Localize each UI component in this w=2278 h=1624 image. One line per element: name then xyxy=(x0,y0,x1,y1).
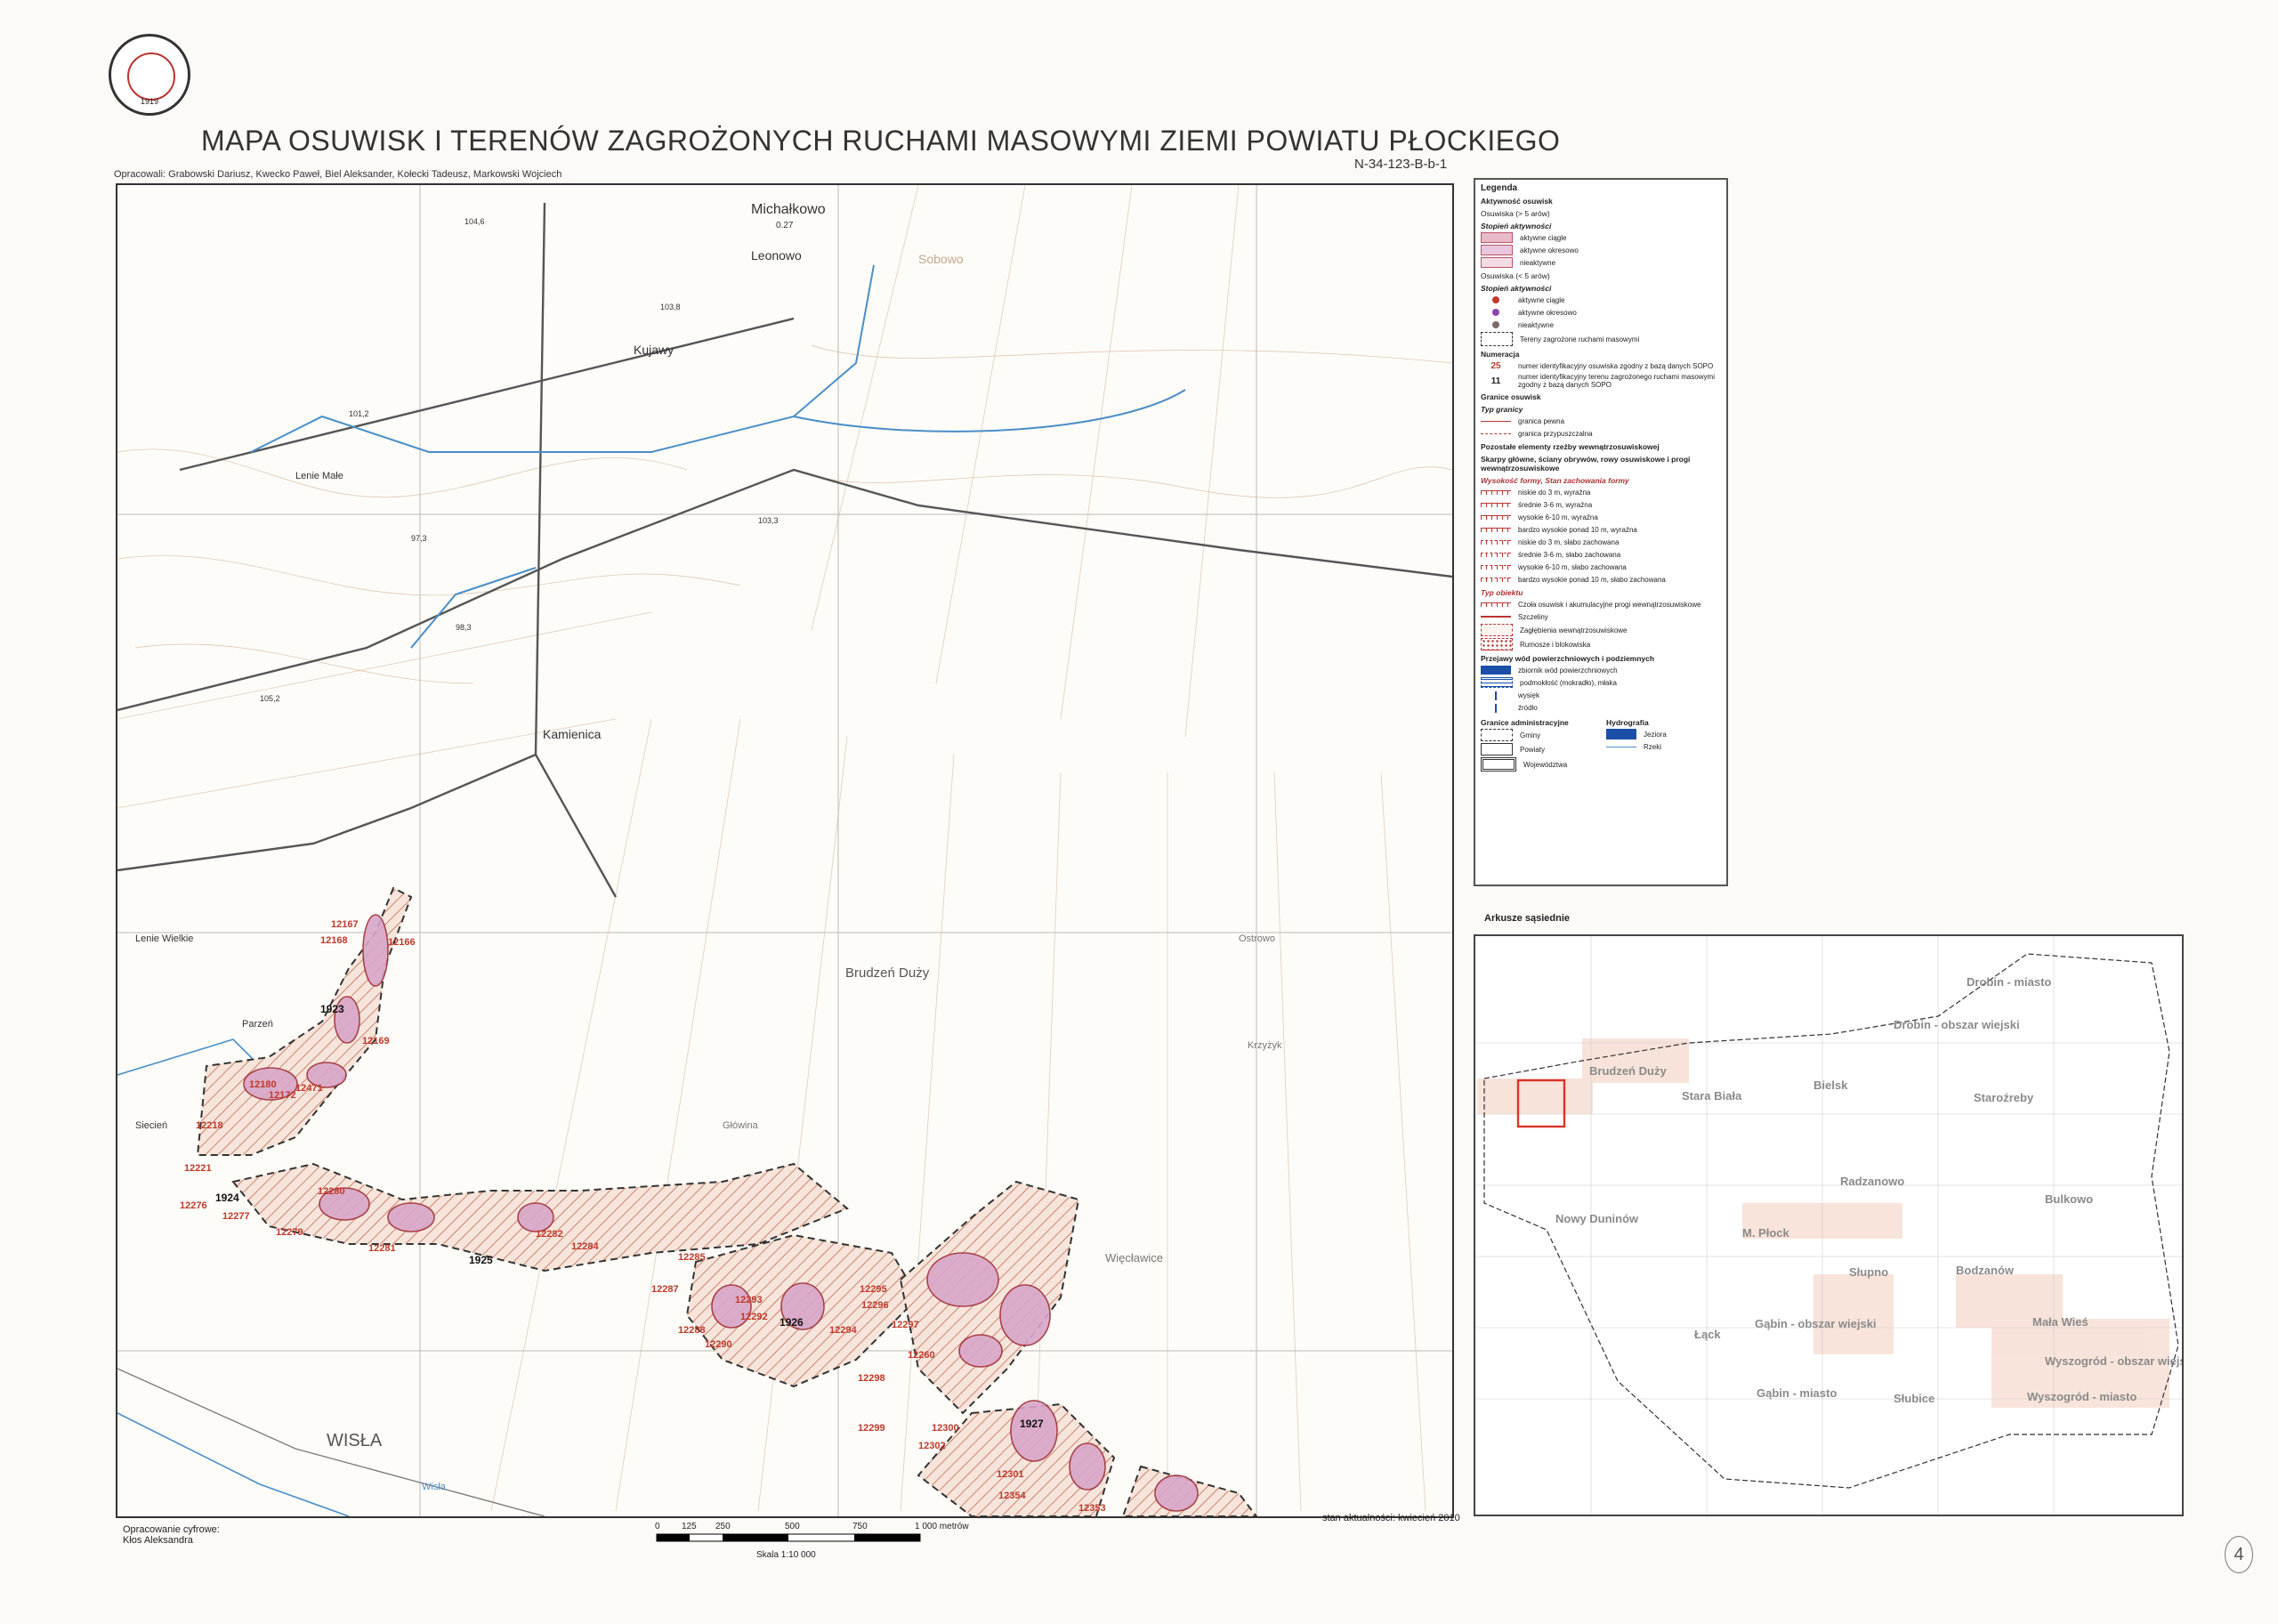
legend-hydro-item-label: Rzeki xyxy=(1644,742,1662,751)
elevation-label: 103,3 xyxy=(758,516,779,525)
legend-scarp-item xyxy=(1481,499,1721,510)
legend-scarp-item-label: bardzo wysokie ponad 10 m, słabo zachowana xyxy=(1518,575,1666,584)
legend-hydro-item xyxy=(1606,741,1721,752)
legend-water-item xyxy=(1481,690,1721,700)
landslide-id: 12285 xyxy=(678,1252,706,1263)
legend-scarp-item-label: wysokie 6-10 m, słabo zachowana xyxy=(1518,562,1627,571)
legend-admin-hydro xyxy=(1475,715,1726,773)
legend-hydro-items xyxy=(1601,729,1726,752)
landslide-id: 12295 xyxy=(860,1284,887,1295)
main-map[interactable] xyxy=(116,183,1454,1518)
scale-bar xyxy=(655,1520,993,1564)
legend-water-item-label: podmokłość (mokradło), młaka xyxy=(1520,678,1617,687)
number-sample: 11 xyxy=(1490,376,1501,386)
landslide-id: 12302 xyxy=(918,1441,946,1451)
landslide-id: 12172 xyxy=(269,1090,296,1101)
legend-admin-item-label: Gminy xyxy=(1520,731,1541,739)
gmina-label: Radzanowo xyxy=(1840,1175,1905,1188)
scarp-symbol-icon xyxy=(1481,565,1511,570)
legend-scarp-item-label: niskie do 3 m, wyraźna xyxy=(1518,488,1591,497)
landslide-id: 12290 xyxy=(705,1339,732,1350)
gmina-label: Łąck xyxy=(1694,1328,1721,1341)
gmina-label: Bielsk xyxy=(1814,1079,1848,1092)
legend-section-water: Przejawy wód powierzchniowych i podziemnych xyxy=(1481,654,1655,663)
streams xyxy=(251,265,1185,648)
label-lenie-male: Lenie Małe xyxy=(295,471,343,481)
legend-scarp-item-label: bardzo wysokie ponad 10 m, wyraźna xyxy=(1518,525,1637,534)
legend-scarp-item-label: wysokie 6-10 m, wyraźna xyxy=(1518,513,1598,521)
landslide-id: 12288 xyxy=(678,1325,706,1336)
object-symbol-icon xyxy=(1481,638,1513,650)
map-canvas xyxy=(117,185,1452,1516)
legend-object-item xyxy=(1481,638,1721,650)
legend-large-item xyxy=(1481,232,1721,243)
boundary-swatch-icon xyxy=(1481,743,1513,755)
scale-bar-graphic xyxy=(655,1520,993,1564)
legend-water-item-label: wysięk xyxy=(1518,691,1540,699)
gmina-label: Słupno xyxy=(1849,1265,1889,1279)
map-title: MAPA OSUWISK I TERENÓW ZAGROŻONYCH RUCHAMI MASOWYMI ZIEMI POWIATU PŁOCKIEGO xyxy=(201,125,1561,157)
legend-large-item xyxy=(1481,245,1721,255)
legend-boundary-item-label: granica przypuszczalna xyxy=(1518,429,1593,438)
legend-large-item-label: aktywne ciągle xyxy=(1520,233,1567,242)
scarp-symbol-icon xyxy=(1481,515,1511,520)
legend-object-type: Typ obiektu xyxy=(1481,588,1523,597)
legend-height-title: Wysokość formy, Stan zachowania formy xyxy=(1481,476,1629,485)
legend-small-item xyxy=(1481,319,1721,330)
zone-id: 1926 xyxy=(780,1316,804,1329)
legend-degree-label: Stopień aktywności xyxy=(1481,222,1552,230)
adjacent-map-canvas xyxy=(1475,936,2182,1515)
label-parzen: Parzeń xyxy=(242,1019,273,1030)
scarp-symbol-icon xyxy=(1481,528,1511,532)
scale-tick: 1 000 metrów xyxy=(915,1522,969,1531)
legend-scarp-item xyxy=(1481,487,1721,497)
legend-scarp-item xyxy=(1481,562,1721,572)
landslide-swatch-icon xyxy=(1481,257,1513,268)
credits xyxy=(123,1524,220,1546)
landslide-id: 12276 xyxy=(180,1200,207,1211)
legend-boundary-items xyxy=(1475,416,1726,439)
landslide-id: 12287 xyxy=(651,1284,679,1295)
gmina-label: Wyszogród - obszar wiejski xyxy=(2045,1354,2182,1368)
label-wisla-small: Wisła xyxy=(422,1482,446,1492)
landslide-id: 12284 xyxy=(571,1241,599,1252)
label-michalkowo: Michałkowo xyxy=(751,202,826,217)
water-symbol-icon xyxy=(1481,690,1511,700)
elevation-label: 98,3 xyxy=(456,623,472,632)
legend-section-activity: Aktywność osuwisk xyxy=(1481,197,1553,206)
label-glowina: Główina xyxy=(723,1120,758,1131)
landslide-id: 12281 xyxy=(368,1243,396,1254)
legend-object-item xyxy=(1481,624,1721,636)
roads xyxy=(117,203,1452,897)
landslide-id: 12166 xyxy=(388,937,416,948)
dot-icon xyxy=(1492,309,1499,316)
adjacent-sheets-map[interactable] xyxy=(1474,934,2184,1516)
water-symbol-icon xyxy=(1481,702,1511,713)
corner-handwritten-mark: 4 xyxy=(2225,1536,2253,1573)
gmina-label: Nowy Duninów xyxy=(1555,1212,1639,1225)
boundary-swatch-icon xyxy=(1481,757,1516,772)
legend-small-label: Osuwiska (< 5 arów) xyxy=(1481,271,1550,280)
legend-scarp-item xyxy=(1481,524,1721,535)
legend-scarp-item xyxy=(1481,549,1721,560)
object-symbol-icon xyxy=(1481,616,1511,618)
landslide-id: 12167 xyxy=(331,919,359,930)
legend-panel xyxy=(1474,178,1728,886)
label-ostrowo: Ostrowo xyxy=(1239,933,1275,944)
elevation-label: 0.27 xyxy=(776,221,794,230)
scarp-symbol-icon xyxy=(1481,540,1511,545)
legend-object-items xyxy=(1475,599,1726,650)
scale-tick: 500 xyxy=(785,1522,800,1531)
legend-admin-item-label: Powiaty xyxy=(1520,745,1546,754)
legend-numbering-items xyxy=(1475,360,1726,389)
legend-admin-items xyxy=(1475,729,1601,772)
authors-line: Opracowali: Grabowski Dariusz, Kwecko Paweł, Biel Aleksander, Kołecki Tadeusz, Markowski Wojciech xyxy=(114,169,562,180)
gmina-label: Bulkowo xyxy=(2045,1192,2094,1206)
landslide-id: 12297 xyxy=(892,1320,919,1330)
legend-admin-item-label: Województwa xyxy=(1523,760,1568,769)
gmina-label: Wyszogród - miasto xyxy=(2027,1390,2137,1403)
legend-section-numbering: Numeracja xyxy=(1481,350,1520,359)
label-wisla: WISŁA xyxy=(327,1431,383,1450)
legend-degree-label-2: Stopień aktywności xyxy=(1481,284,1552,293)
number-sample: 25 xyxy=(1490,360,1501,371)
landslide-id: 12292 xyxy=(740,1312,768,1322)
label-kujawy: Kujawy xyxy=(634,343,675,357)
legend-hydro-item-label: Jeziora xyxy=(1644,730,1667,739)
legend-large-item xyxy=(1481,257,1721,268)
landslide-id: 12296 xyxy=(861,1300,889,1311)
legend-numbering-item-label: numer identyfikacyjny osuwiska zgodny z bazą danych SOPO xyxy=(1518,361,1714,370)
legend-boundary-item xyxy=(1481,428,1721,439)
legend-boundary-item xyxy=(1481,416,1721,426)
legend-water-item xyxy=(1481,702,1721,713)
legend-water-item xyxy=(1481,677,1721,688)
legend-threat-label: Tereny zagrożone ruchami masowymi xyxy=(1520,335,1640,343)
legend-section-hydro: Hydrografia xyxy=(1606,718,1649,727)
landslide-id: 12298 xyxy=(858,1373,885,1384)
legend-scarp-item-label: niskie do 3 m, słabo zachowana xyxy=(1518,537,1620,546)
legend-scarp-item-label: średnie 3-6 m, wyraźna xyxy=(1518,500,1593,509)
legend-scarp-items xyxy=(1475,487,1726,585)
elevation-label: 101,2 xyxy=(349,409,369,418)
gmina-label: Gąbin - miasto xyxy=(1757,1386,1838,1400)
scarp-symbol-icon xyxy=(1481,503,1511,507)
landslide-id: 12294 xyxy=(829,1325,857,1336)
legend-scarp-item xyxy=(1481,574,1721,585)
adjacent-sheets-title: Arkusze sąsiednie xyxy=(1484,913,1570,924)
landslide-id: 12277 xyxy=(222,1211,250,1222)
landslide-id: 12301 xyxy=(997,1469,1024,1480)
landslide-id: 12180 xyxy=(249,1079,277,1090)
gmina-label: M. Płock xyxy=(1742,1226,1789,1240)
credits-label: Opracowanie cyfrowe: xyxy=(123,1524,220,1535)
zone-id: 1923 xyxy=(320,1003,344,1015)
zone-id: 1925 xyxy=(469,1254,493,1266)
legend-numbering-item-label: numer identyfikacyjny terenu zagrożonego ruchami masowymi zgodny z bazą danych SOPO xyxy=(1518,373,1715,389)
legend-water-items xyxy=(1475,665,1726,713)
legend-water-item-label: zbiornik wód powierzchniowych xyxy=(1518,666,1618,675)
elevation-label: 97,3 xyxy=(411,534,427,543)
legend-small-item-label: nieaktywne xyxy=(1518,320,1555,329)
legend-small-item xyxy=(1481,295,1721,305)
legend-boundary-type: Typ granicy xyxy=(1481,405,1523,414)
scarp-symbol-icon xyxy=(1481,578,1511,582)
legend-water-item xyxy=(1481,665,1721,675)
scale-tick: 750 xyxy=(852,1522,868,1531)
legend-scarps-title: Skarpy główne, ściany obrywów, rowy osuwiskowe i progi wewnątrzosuwiskowe xyxy=(1481,455,1691,473)
legend-threat-row xyxy=(1481,332,1721,346)
zone-id: 1927 xyxy=(1020,1418,1044,1430)
label-sobowo: Sobowo xyxy=(918,252,964,266)
gmina-label: Stara Biała xyxy=(1682,1089,1742,1103)
landslide-id: 12299 xyxy=(858,1423,885,1434)
scarp-symbol-icon xyxy=(1481,553,1511,557)
legend-admin-item xyxy=(1481,757,1595,772)
threat-zone-swatch-icon xyxy=(1481,332,1513,346)
zone-id: 1924 xyxy=(215,1192,239,1204)
elevation-label: 104,6 xyxy=(464,217,485,226)
landslide-id: 12293 xyxy=(735,1295,763,1305)
gmina-label: Słubice xyxy=(1894,1392,1935,1405)
legend-object-item-label: Zagłębienia wewnątrzosuwiskowe xyxy=(1520,626,1628,634)
landslide-id: 12169 xyxy=(362,1036,390,1046)
gmina-label: Mała Wieś xyxy=(2032,1315,2088,1329)
legend-section-relief: Pozostałe elementy rzeźby wewnątrzosuwiskowej xyxy=(1481,442,1660,451)
label-brudzen-duzy: Brudzeń Duży xyxy=(845,966,930,981)
scale-label: Skala 1:10 000 xyxy=(756,1550,816,1560)
legend-admin-item xyxy=(1481,729,1595,741)
label-kamienica: Kamienica xyxy=(543,727,602,741)
logo-emblem-icon xyxy=(127,53,175,101)
landslide-id: 12168 xyxy=(320,935,348,946)
legend-admin-item xyxy=(1481,743,1595,755)
elevation-label: 103,8 xyxy=(660,303,681,311)
landslide-id: 12471 xyxy=(295,1083,323,1094)
boundary-swatch-icon xyxy=(1481,729,1513,741)
gmina-label: Drobin - miasto xyxy=(1967,975,2052,989)
legend-scarp-item-label: średnie 3-6 m, słabo zachowana xyxy=(1518,550,1621,559)
label-lenie-wielkie: Lenie Wielkie xyxy=(135,933,194,944)
object-symbol-icon xyxy=(1481,624,1513,636)
landslide-id: 12354 xyxy=(998,1491,1026,1501)
institute-logo xyxy=(109,34,190,116)
legend-object-item-label: Czoła osuwisk i akumulacyjne progi wewnątrzosuwiskowe xyxy=(1518,600,1701,609)
landslide-id: 12300 xyxy=(932,1423,959,1434)
legend-small-item xyxy=(1481,307,1721,318)
scarp-symbol-icon xyxy=(1481,490,1511,495)
legend-section-boundary: Granice osuwisk xyxy=(1481,392,1541,401)
dot-icon xyxy=(1492,321,1499,328)
line-swatch-icon xyxy=(1481,433,1511,434)
legend-small-item-label: aktywne ciągle xyxy=(1518,295,1565,304)
label-krzyzyk: Krzyżyk xyxy=(1248,1040,1282,1051)
dot-icon xyxy=(1492,296,1499,303)
legend-numbering-item xyxy=(1481,373,1721,389)
landslide-id: 12282 xyxy=(536,1229,563,1240)
legend-large-item-label: aktywne okresowo xyxy=(1520,246,1579,255)
gmina-label: Staroźreby xyxy=(1974,1091,2034,1104)
gmina-label: Bodzanów xyxy=(1956,1264,2014,1277)
legend-large-label: Osuwiska (> 5 arów) xyxy=(1481,209,1550,218)
legend-object-item xyxy=(1481,611,1721,622)
legend-object-item-label: Rumosze i blokowiska xyxy=(1520,640,1591,649)
legend-scarp-item xyxy=(1481,512,1721,522)
legend-title: Legenda xyxy=(1481,183,1518,193)
legend-section-admin: Granice administracyjne xyxy=(1481,718,1569,727)
legend-hydro-item xyxy=(1606,729,1721,739)
hydro-swatch-icon xyxy=(1606,729,1636,739)
legend-small-item-label: aktywne okresowo xyxy=(1518,308,1577,317)
label-wieclawice: Więcławice xyxy=(1105,1251,1164,1264)
landslide-swatch-icon xyxy=(1481,232,1513,243)
status-date: stan aktualności: kwiecień 2010 xyxy=(1322,1513,1460,1523)
landslide-id: 12280 xyxy=(318,1186,345,1197)
gmina-label: Gąbin - obszar wiejski xyxy=(1755,1317,1877,1330)
landslide-id: 12221 xyxy=(184,1163,212,1174)
scale-tick: 250 xyxy=(715,1522,731,1531)
legend-object-item-label: Szczeliny xyxy=(1518,612,1548,621)
legend-numbering-item xyxy=(1481,360,1721,371)
legend-large-item-label: nieaktywne xyxy=(1520,258,1556,267)
scale-tick: 0 xyxy=(655,1522,660,1531)
credits-name: Kłos Aleksandra xyxy=(123,1535,193,1546)
object-symbol-icon xyxy=(1481,602,1511,607)
landslide-swatch-icon xyxy=(1481,245,1513,255)
gmina-label: Brudzeń Duży xyxy=(1589,1064,1667,1078)
legend-large-items xyxy=(1475,232,1726,268)
water-symbol-icon xyxy=(1481,666,1511,675)
legend-small-items xyxy=(1475,295,1726,330)
landslide-id: 12279 xyxy=(276,1227,303,1238)
landslide-id: 12218 xyxy=(196,1120,223,1131)
gmina-label: Drobin - obszar wiejski xyxy=(1894,1018,2020,1031)
line-swatch-icon xyxy=(1481,421,1511,422)
water-symbol-icon xyxy=(1481,677,1513,688)
legend-object-item xyxy=(1481,599,1721,610)
legend-water-item-label: źródło xyxy=(1518,703,1538,712)
landslide-id: 12260 xyxy=(908,1350,935,1361)
scale-tick: 125 xyxy=(682,1522,697,1531)
label-leonowo: Leonowo xyxy=(751,248,802,263)
sheet-code: N-34-123-B-b-1 xyxy=(1354,157,1448,172)
legend-scarp-item xyxy=(1481,537,1721,547)
logo-year: 1919 xyxy=(140,97,159,106)
elevation-label: 105,2 xyxy=(260,694,280,703)
legend-boundary-item-label: granica pewna xyxy=(1518,416,1565,425)
landslide-id: 12353 xyxy=(1078,1503,1106,1514)
label-siecien: Siecień xyxy=(135,1120,168,1131)
